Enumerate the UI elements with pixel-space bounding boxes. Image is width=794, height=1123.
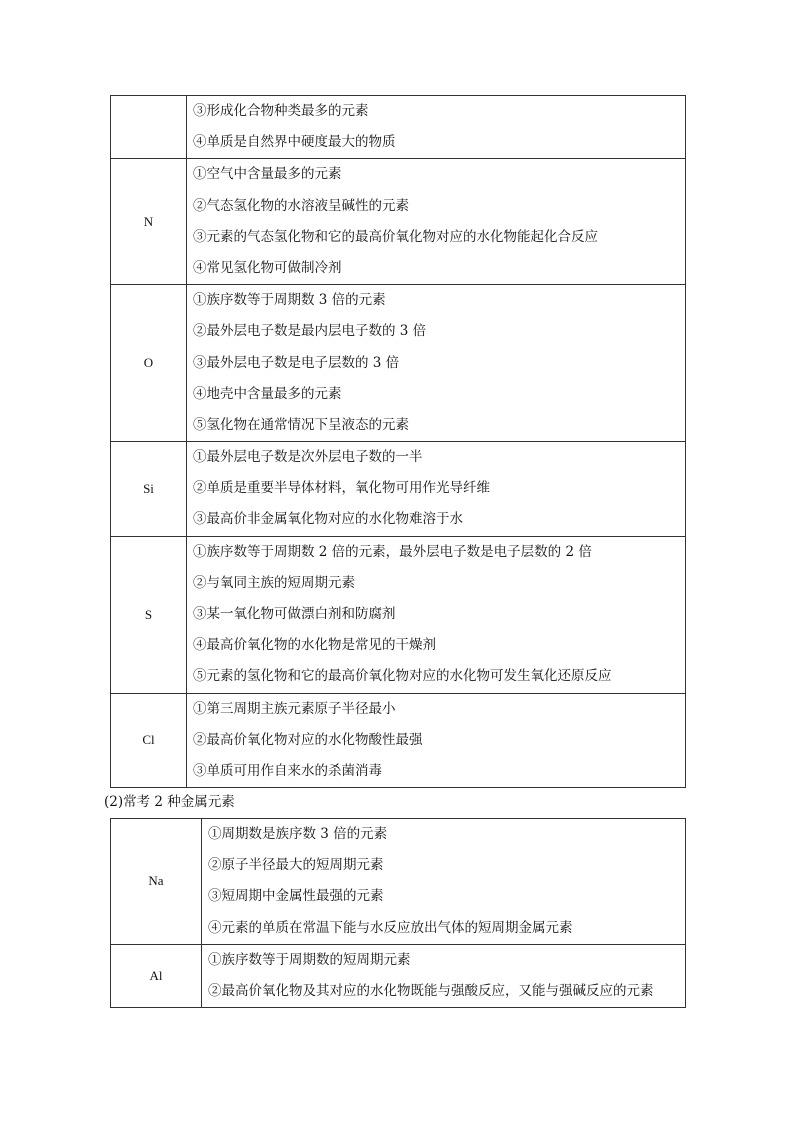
- table-row: [111, 693, 686, 788]
- element-properties: [202, 944, 686, 1007]
- property-item: ③短周期中金属性最强的元素: [208, 888, 384, 905]
- element-properties: [187, 285, 686, 442]
- element-properties: [187, 536, 686, 693]
- section-heading: (2)常考 2 种金属元素: [104, 794, 235, 810]
- property-item: ④常见氢化物可做制冷剂: [193, 259, 342, 276]
- element-symbol: O: [111, 285, 187, 442]
- element-symbol: Cl: [111, 693, 187, 788]
- nonmetal-elements-table: [110, 95, 686, 788]
- property-item: ⑤元素的氢化物和它的最高价氧化物对应的水化物可发生氧化还原反应: [193, 668, 612, 685]
- table-row: [111, 285, 686, 442]
- property-item: ②最高价氧化物对应的水化物酸性最强: [193, 731, 423, 748]
- property-item: ④单质是自然界中硬度最大的物质: [193, 134, 396, 151]
- property-item: ⑤氢化物在通常情况下呈液态的元素: [193, 416, 409, 433]
- element-symbol: Al: [111, 944, 202, 1007]
- element-symbol: Na: [111, 819, 202, 945]
- table-body: [111, 819, 686, 1008]
- table-row: [111, 442, 686, 537]
- table-row: [111, 159, 686, 285]
- property-item: ③单质可用作自来水的杀菌消毒: [193, 762, 382, 779]
- element-properties: [187, 159, 686, 285]
- element-properties: [187, 693, 686, 788]
- property-item: ③形成化合物种类最多的元素: [193, 103, 369, 119]
- property-item: ①族序数等于周期数 3 倍的元素: [193, 292, 386, 309]
- property-item: ③元素的气态氢化物和它的最高价氧化物对应的水化物能起化合反应: [193, 228, 598, 245]
- property-item: ②原子半径最大的短周期元素: [208, 857, 384, 874]
- property-item: ②单质是重要半导体材料，氧化物可用作光导纤维: [193, 480, 490, 497]
- property-item: ①第三周期主族元素原子半径最小: [193, 700, 396, 717]
- property-item: ①周期数是族序数 3 倍的元素: [208, 826, 388, 842]
- table-row: [111, 819, 686, 945]
- property-item: ①族序数等于周期数 2 倍的元素，最外层电子数是电子层数的 2 倍: [193, 543, 592, 560]
- property-item: ③最高价非金属氧化物对应的水化物难溶于水: [193, 511, 463, 528]
- element-symbol: N: [111, 159, 187, 285]
- property-item: ①族序数等于周期数的短周期元素: [208, 951, 411, 968]
- metal-elements-table: [110, 818, 686, 1008]
- property-item: ②与氧同主族的短周期元素: [193, 574, 355, 591]
- element-symbol: [111, 96, 187, 159]
- property-item: ②最外层电子数是最内层电子数的 3 倍: [193, 323, 427, 340]
- table-row: [111, 536, 686, 693]
- property-item: ①空气中含量最多的元素: [193, 166, 342, 183]
- property-item: ④元素的单质在常温下能与水反应放出气体的短周期金属元素: [208, 919, 573, 936]
- element-symbol: S: [111, 536, 187, 693]
- property-item: ②气态氢化物的水溶液呈碱性的元素: [193, 197, 409, 214]
- table-body: [111, 96, 686, 788]
- element-properties: [202, 819, 686, 945]
- element-symbol: Si: [111, 442, 187, 537]
- property-item: ④地壳中含量最多的元素: [193, 385, 342, 402]
- property-item: ①最外层电子数是次外层电子数的一半: [193, 449, 423, 466]
- property-item: ③某一氧化物可做漂白剂和防腐剂: [193, 606, 396, 622]
- table-row: [111, 944, 686, 1007]
- property-item: ④最高价氧化物的水化物是常见的干燥剂: [193, 637, 436, 654]
- element-properties: [187, 96, 686, 159]
- property-item: ②最高价氧化物及其对应的水化物既能与强酸反应，又能与强碱反应的元素: [208, 982, 654, 999]
- property-item: ③最外层电子数是电子层数的 3 倍: [193, 354, 400, 371]
- table-row: [111, 96, 686, 159]
- element-properties: [187, 442, 686, 537]
